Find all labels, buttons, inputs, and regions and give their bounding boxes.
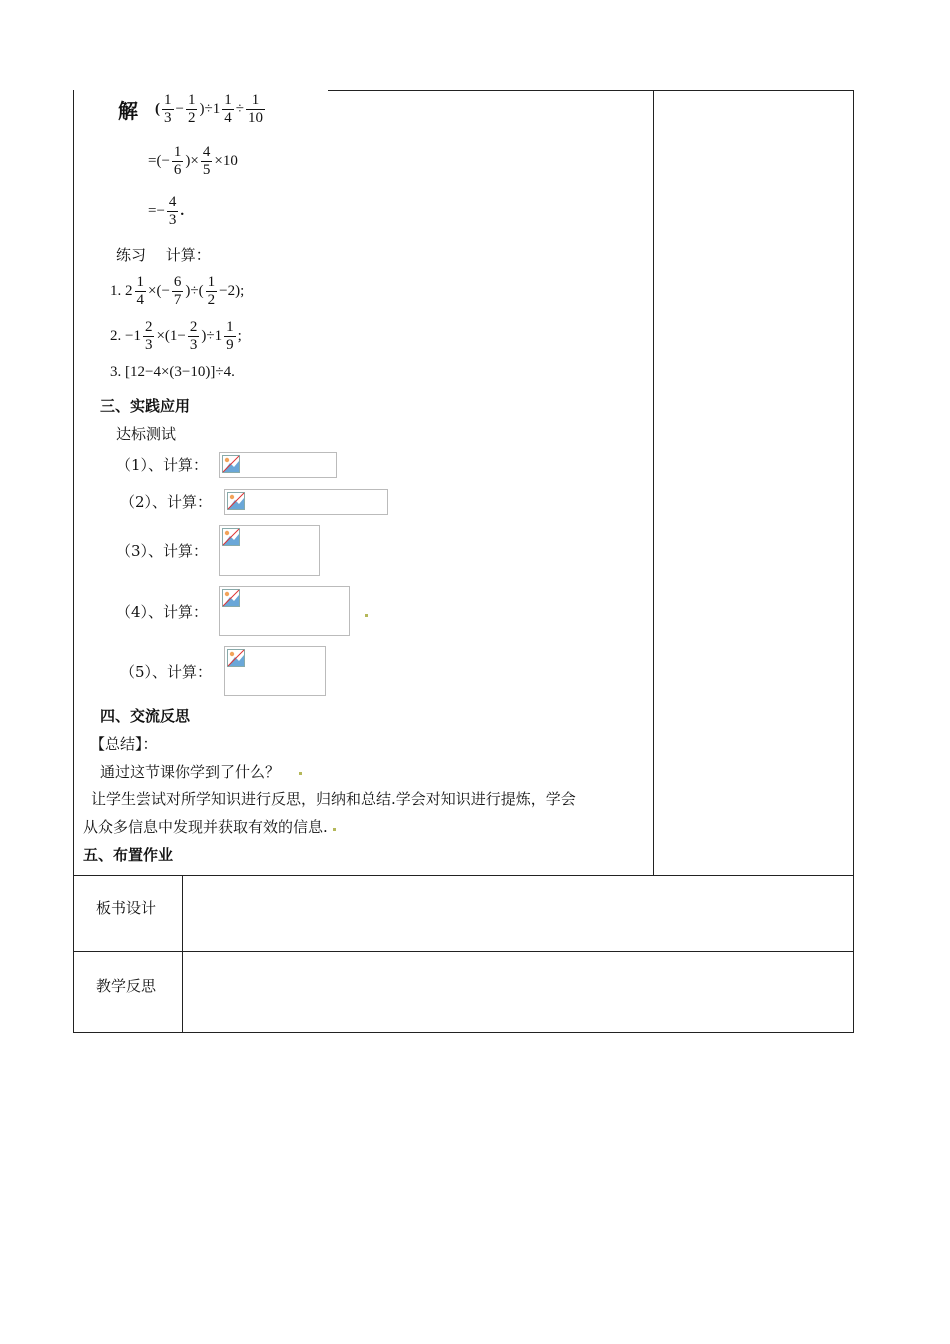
table-row-divider-1 [73,875,854,876]
teaching-reflection-label: 教学反思 [96,977,157,995]
exercise-1-image [219,452,337,478]
exercise-4-image [219,586,350,636]
table-column-divider [653,90,654,875]
table-border-right [853,90,854,1033]
exercise-2-label: （2）、计算： [120,493,213,511]
practice-item-2: 2. −1 $\frac{2}{3}$ ×(1− $\frac{2}{3}$ )÷1 $\frac{1}{9}$ ; [110,319,242,353]
broken-image-icon [222,455,240,473]
summary-paragraph-line-2: 从众多信息中发现并获取有效的信息. [83,818,328,836]
exercise-2-image [224,489,388,515]
table-label-divider [182,875,183,1033]
table-border-top-right [328,90,854,91]
marker-dot [333,828,336,831]
board-design-label: 板书设计 [96,899,157,917]
solution-line-1: ( $\frac{1}{3}$ − $\frac{1}{2}$ )÷1 $\frac{1}{4}$ ÷ $\frac{1}{10}$ [155,92,263,126]
section3-title: 三、实践应用 [100,397,191,415]
section4-title: 四、交流反思 [100,707,191,725]
table-row-divider-2 [73,951,854,952]
summary-label: 【总结】： [90,735,158,753]
exercise-5-image [224,646,326,696]
practice-item-1: 1. 2 $\frac{1}{4}$ ×(− $\frac{6}{7}$ )÷( $\frac{1}{2}$ −2); [110,274,245,308]
exercise-4-label: （4）、计算： [116,603,209,621]
solution-label: 解 [118,99,138,123]
section5-title: 五、布置作业 [83,846,174,864]
practice-item-3: 3. [12−4×(3−10)]÷4. [110,364,235,380]
practice-heading: 练习 计算： [116,246,211,264]
solution-line-3: =− $\frac{4}{3}$ . [148,194,185,228]
exercise-3-label: （3）、计算： [116,542,209,560]
broken-image-icon [227,649,245,667]
broken-image-icon [227,492,245,510]
broken-image-icon [222,528,240,546]
exercise-1-label: （1）、计算： [116,456,209,474]
table-border-left [73,90,74,1033]
broken-image-icon [222,589,240,607]
solution-line-2: =(− $\frac{1}{6}$ )× $\frac{4}{5}$ ×10 [148,144,238,178]
marker-dot [365,614,368,617]
exercise-3-image [219,525,320,576]
table-border-bottom [73,1032,854,1033]
section3-subtitle: 达标测试 [116,425,177,443]
marker-dot [299,772,302,775]
exercise-5-label: （5）、计算： [120,663,213,681]
summary-question: 通过这节课你学到了什么？ [100,763,281,781]
summary-paragraph-line-1: 让学生尝试对所学知识进行反思，归纳和总结.学会对知识进行提炼，学会 [91,790,576,808]
